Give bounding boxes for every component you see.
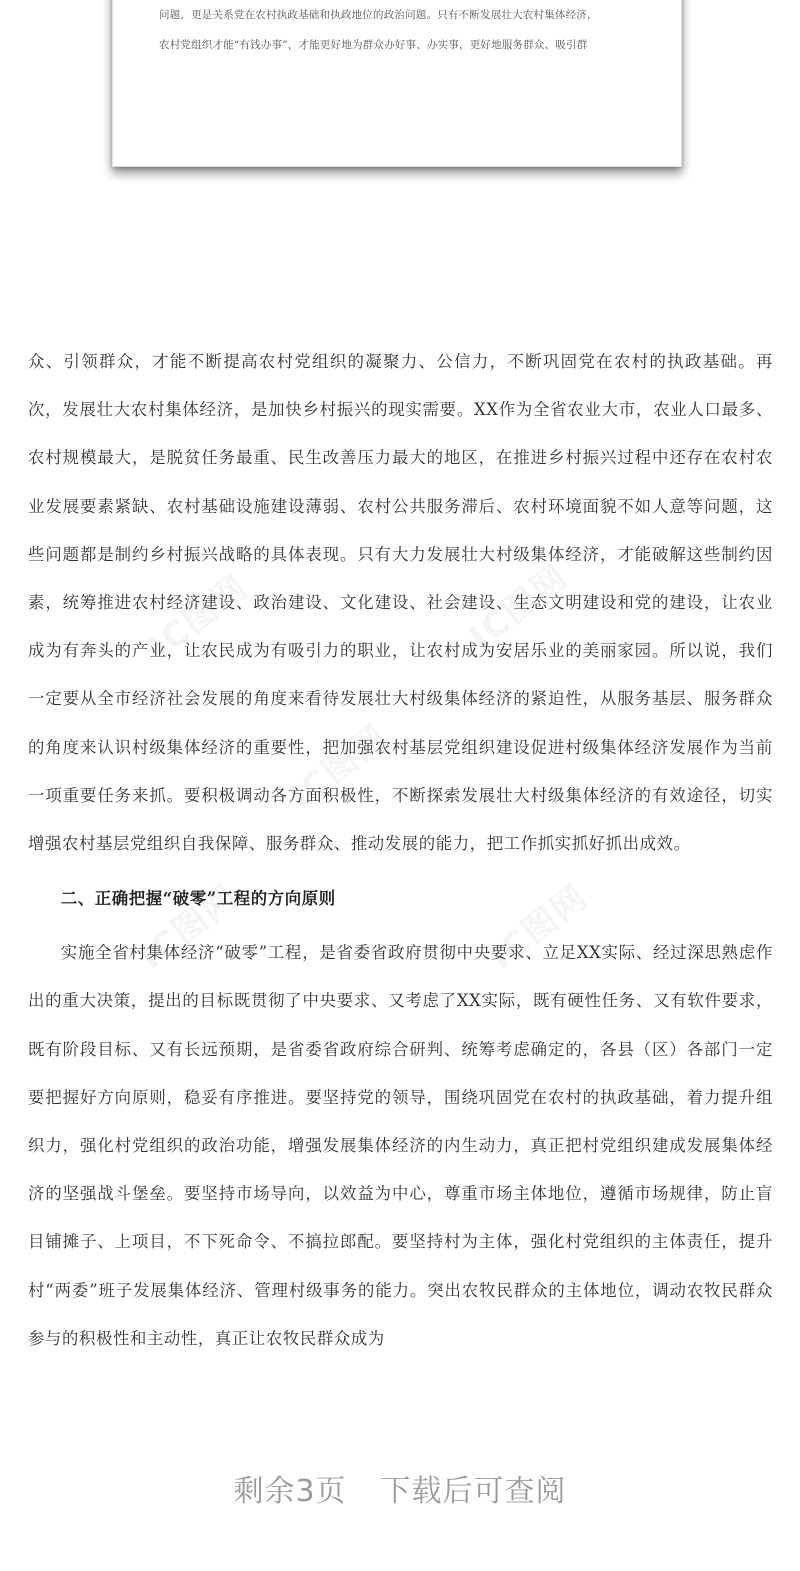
body-paragraph-1: 众、引领群众，才能不断提高农村党组织的凝聚力、公信力，不断巩固党在农村的执政基础。再次，发展壮大农村集体经济，是加快乡村振兴的现实需要。XX作为全省农业大市，农业人口最多、农村规模最大，是脱贫任务最重、民生改善压力最大的地区，在推进乡村振兴过程中还存在农村农业发展要素紧缺、农村基础设施建设薄弱、农村公共服务滞后、农村环境面貌不如人意等问题，这些问题都是制约乡村振兴战略的具体表现。只有大力发展壮大村级集体经济，才能破解这些制约因素，统筹推进农村经济建设、政治建设、文化建设、社会建设、生态文明建设和党的建设，让农业成为有奔头的产业，让农民成为有吸引力的职业，让农村成为安居乐业的美丽家园。所以说，我们一定要从全市经济社会发展的角度来看待发展壮大村级集体经济的紧迫性，从服务基层、服务群众的角度来认识村级集体经济的重要性，把加强农村基层党组织建设促进村级集体经济发展作为当前一项重要任务来抓。要积极调动各方面积极性，不断探索发展壮大村级集体经济的有效途径，切实增强农村基层党组织自我保障、服务群众、推动发展的能力，把工作抓实抓好抓出成效。: [28, 352, 773, 854]
body-paragraph-2: 实施全省村集体经济“破零”工程，是省委省政府贯彻中央要求、立足XX实际、经过深思熟虑作出的重大决策，提出的目标既贯彻了中央要求、又考虑了XX实际，既有硬性任务、又有软件要求，既有阶段目标、又有长远预期，是省委省政府综合研判、统筹考虑确定的，各县（区）各部门一定要把握好方向原则，稳妥有序推进。要坚持党的领导，围绕巩固党在农村的执政基础，着力提升组织力，强化村党组织的政治功能，增强发展集体经济的内生动力，真正把村党组织建成发展集体经济的坚强战斗堡垒。要坚持市场导向，以效益为中心，尊重市场主体地位，遵循市场规律，防止盲目铺摊子、上项目，不下死命令、不搞拉郎配。要坚持村为主体，强化村党组织的主体责任，提升村“两委”班子发展集体经济、管理村级事务的能力。突出农牧民群众的主体地位，调动农牧民群众参与的积极性和主动性，真正让农牧民群众成为: [28, 943, 773, 1348]
section-heading: 二、正确把握“破零”工程的方向原则: [60, 889, 336, 909]
remaining-pages-text: 剩余3页: [233, 1474, 347, 1509]
document-body: [28, 338, 773, 1363]
preview-line-2: 农村党组织才能“有钱办事”，才能更好地为群众办好事、办实事，更好地服务群众、吸引群: [159, 39, 588, 51]
preview-line-1: 问题，更是关系党在农村执政基础和执政地位的政治问题。只有不断发展壮大农村集体经济，: [159, 9, 598, 21]
download-to-view-text: 下载后可查阅: [380, 1474, 567, 1509]
remaining-pages-notice[interactable]: [0, 1466, 800, 1510]
page-preview-card: [112, 0, 682, 167]
